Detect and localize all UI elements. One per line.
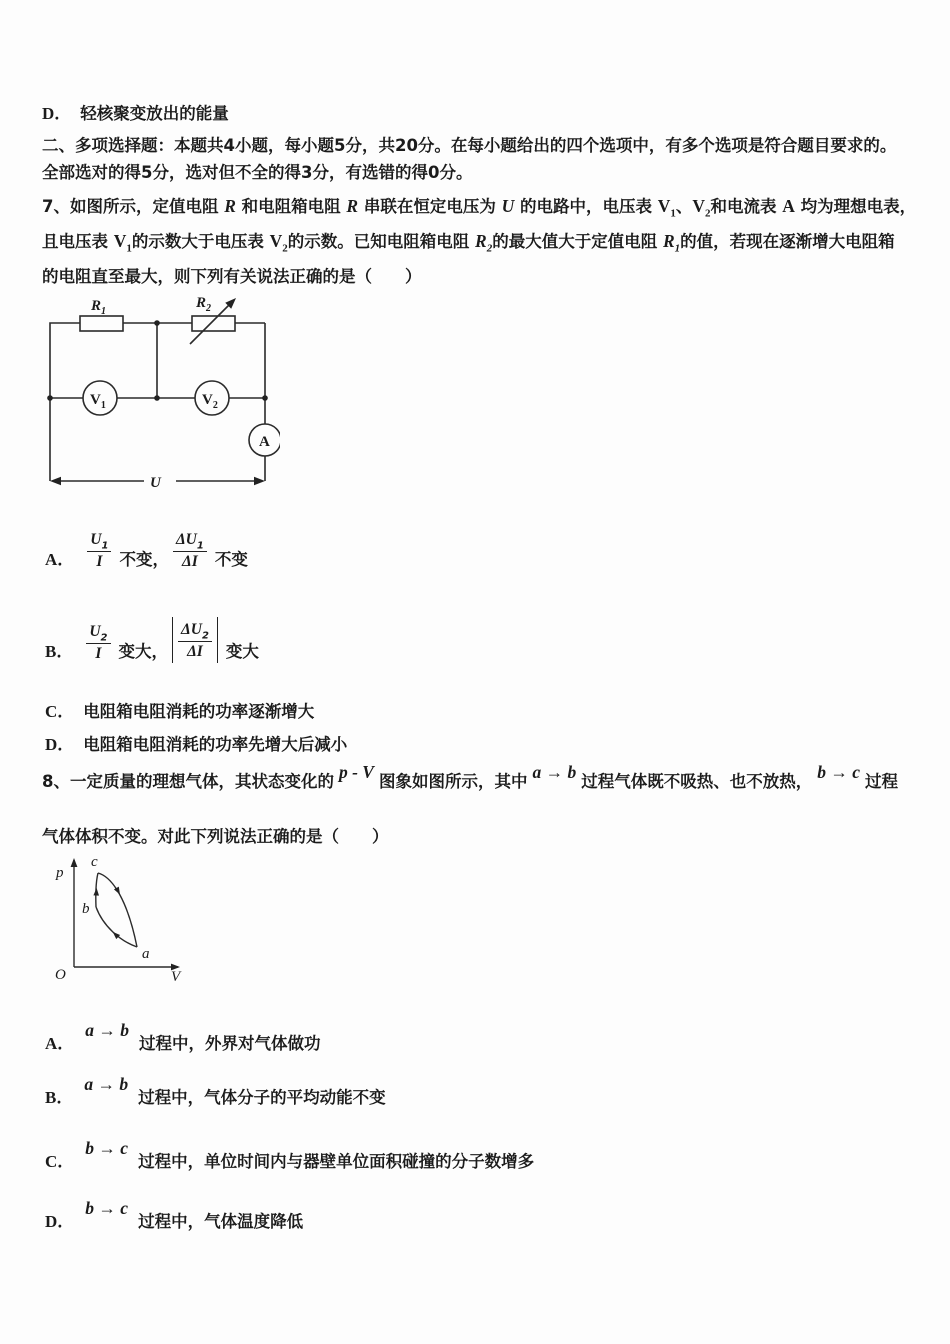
math-var: A [782,196,795,216]
u-arrowhead-left [50,477,61,485]
option-label: D． [45,735,75,754]
option-label: B． [45,1088,74,1107]
frac-num-subscript: 2 [100,632,108,644]
text-run: 的最大值大于定值电阻 [492,232,663,251]
frac-numerator: U [89,623,101,641]
fraction-bar [87,551,111,552]
label-r1: $R_1$ [91,298,107,317]
fraction-bar [178,641,212,642]
point-c-label: c [91,854,98,870]
option-label: A． [45,1034,75,1053]
fraction-bar [86,643,110,644]
option-text: 不变， [119,550,169,569]
option-label: A． [45,550,75,569]
label-v2: $V_2$ [202,392,218,411]
text-run: 均为理想电表， [794,197,917,216]
subscript: 2 [705,207,711,220]
fraction-du1-over-di [173,530,207,570]
frac-num-subscript: 1 [196,540,204,552]
q7-option-d [45,730,347,755]
q7-option-b [45,603,259,663]
text-run: 的示数。已知电阻箱电阻 [287,232,476,251]
option-text: 过程中，气体温度降低 [138,1212,304,1231]
text-run: 过程 [865,772,899,791]
math-var: $V_2$ [692,196,711,220]
subscript: 1 [670,207,676,220]
fraction-u1-over-i [87,530,111,570]
text-run: 的电路中，电压表 [514,197,658,216]
frac-denominator: ΔI [182,552,198,570]
option-text: 电阻箱电阻消耗的功率先增大后减小 [83,735,348,754]
q8-option-b [45,1074,386,1109]
math-var: $V_1$ [113,231,132,255]
option-math: b → c [85,1198,129,1218]
frac-numerator: ΔU [175,531,197,549]
option-math: a → b [84,1074,129,1094]
q7-option-a [45,524,248,571]
prev-question-option-d [42,99,229,124]
math-var: U [501,196,515,216]
fraction-bar [173,551,207,552]
math-var: R [224,196,236,216]
label-v1: $V_1$ [90,392,106,411]
frac-denominator: ΔI [187,642,203,660]
origin-label: O [55,967,66,983]
text-run: 串联在恒定电压为 [358,197,502,216]
arrow-b-to-c [93,888,99,896]
option-text: 过程中，气体分子的平均动能不变 [138,1088,386,1107]
option-label: C． [45,1152,75,1171]
math-var: $R_1$ [662,231,681,255]
section-header-line2: 全部选对的得5分，选对但不全的得3分，有选错的得0分。 [42,163,473,182]
section-header-line1: 二、多项选择题：本题共4小题，每小题5分，共20分。在每小题给出的四个选项中，有多个选项是符合题目要求的。 [42,136,897,155]
resistor-r2 [192,316,235,331]
circuit-diagram [40,290,280,498]
junction-dot [262,395,268,401]
q8-option-d [45,1198,304,1233]
subscript: 1 [126,242,132,255]
text-run: 过程气体既不吸热、也不放热， [581,772,813,791]
fraction-u2-over-i [86,622,110,662]
p-axis-label: p [56,865,64,881]
text-run: 和电阻箱电阻 [235,197,347,216]
q8-option-c [45,1138,535,1173]
option-text: 过程中，外界对气体做功 [139,1034,321,1053]
resistor-r1 [80,316,123,331]
math-var: p - V [338,762,374,782]
math-var: $V_1$ [657,196,676,220]
absolute-value-bars [172,617,218,663]
option-text: 不变 [214,550,248,569]
pv-graph [50,850,190,987]
subscript: 1 [674,242,681,255]
math-var: a → b [532,762,577,782]
option-text: 轻核聚变放出的能量 [80,104,229,123]
point-a-label: a [142,946,150,962]
text-run: 和电流表 [710,197,783,216]
math-var: b → c [817,762,861,782]
question8-stem-line1 [42,764,947,799]
option-label: D． [42,104,72,123]
junction-dot [47,395,53,401]
option-label: D． [45,1212,75,1231]
frac-denominator: I [96,552,103,570]
label-voltage-u: U [150,475,161,491]
math-var: $R_2$ [475,231,493,255]
q7-option-c [45,697,314,722]
text-run: 8、一定质量的理想气体，其状态变化的 [42,772,334,791]
text-run: 的值，若现在逐渐增大电阻箱 [680,232,895,251]
q8-option-a [45,1020,321,1055]
question8-stem-line2: 气体体积不变。对此下列说法正确的是（ ） [42,827,389,846]
label-ammeter: A [259,434,270,450]
option-text: 电阻箱电阻消耗的功率逐渐增大 [83,702,315,721]
subscript: 2 [486,242,493,255]
option-text: 变大 [225,642,259,661]
p-axis-arrowhead [71,858,78,867]
frac-num-subscript: 1 [101,540,109,552]
option-math: a → b [85,1020,130,1040]
point-b-label: b [82,901,90,917]
label-r2: $R_2$ [196,295,212,314]
question7-stem [42,189,942,294]
junction-dot [154,320,160,326]
frac-denominator: I [95,644,102,662]
frac-numerator: U [90,531,102,549]
text-run: 且电压表 [42,232,114,251]
text-run: 、 [675,197,693,216]
option-text: 变大， [118,642,169,661]
option-text: 过程中，单位时间内与器壁单位面积碰撞的分子数增多 [138,1152,535,1171]
option-label: B． [45,642,74,661]
math-var: R [346,196,359,216]
fraction-du2-over-di [178,620,212,660]
v-axis-label: V [171,969,181,985]
u-arrowhead-right [254,477,265,485]
subscript: 2 [282,242,288,255]
option-label: C． [45,702,75,721]
junction-dot [154,395,160,401]
option-math: b → c [85,1138,129,1158]
text-run: 的示数大于电压表 [131,232,270,251]
section-header [42,132,932,186]
text-run: 图象如图所示，其中 [378,772,528,791]
text-run: 的电阻直至最大，则下列有关说法正确的是（ ） [42,267,422,286]
wire-left [50,323,80,481]
math-var: $V_2$ [269,231,288,255]
frac-num-subscript: 2 [201,630,209,642]
text-run: 7、如图所示，定值电阻 [42,197,225,216]
process-a-to-b [96,907,137,947]
frac-numerator: ΔU [181,621,202,639]
